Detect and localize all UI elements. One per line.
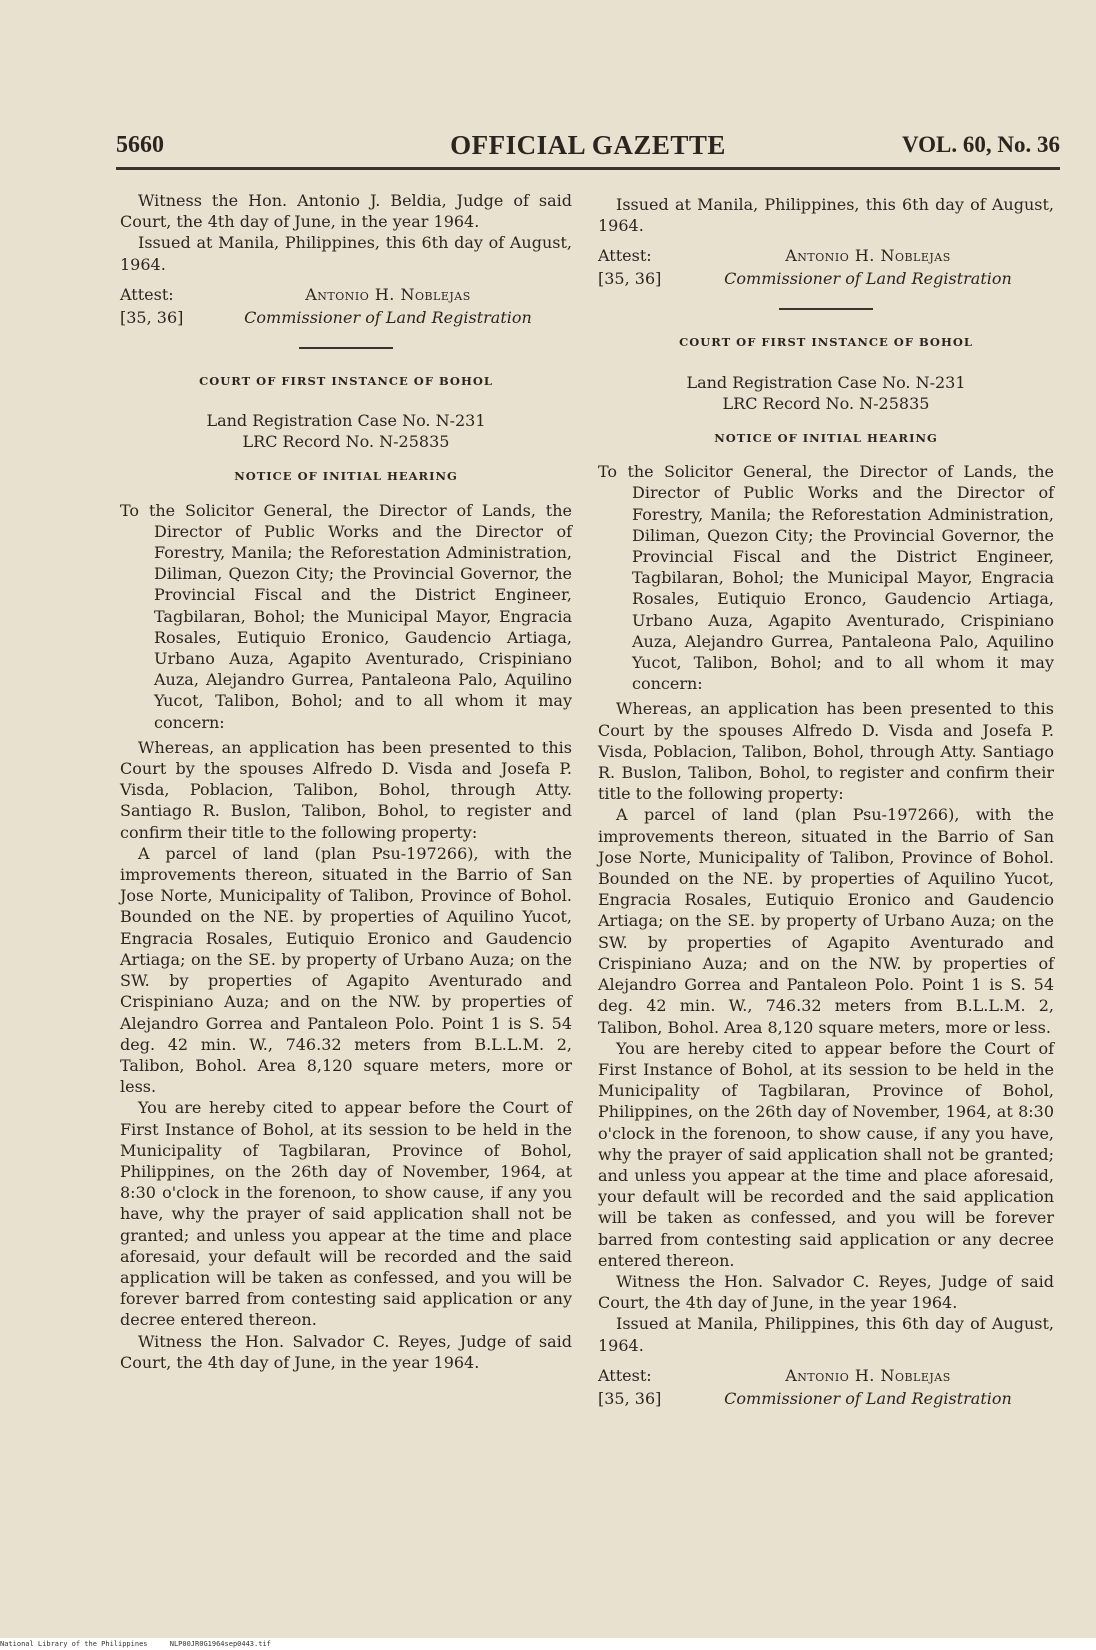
attest-title: Commissioner of Land Registration [724, 1388, 1012, 1408]
scan-footer [0, 1638, 1096, 1650]
attest-block-2 [598, 1364, 1054, 1387]
issued-paragraph: Issued at Manila, Philippines, this 6th day of August, 1964. [598, 195, 1054, 236]
whereas-paragraph: Whereas, an application has been presented to this Court by the spouses Alfredo D. Visda and Josefa P. Visda, Poblacion, Talibon, Bohol, through Atty. Santiago R. Buslon, Talibon, Bohol, to register and confirm their title to the following property: [120, 737, 572, 842]
notice-heading: NOTICE OF INITIAL HEARING [714, 431, 938, 446]
record-number: LRC Record No. N-25835 [242, 432, 450, 452]
cited-paragraph: You are hereby cited to appear before the Court of First Instance of Bohol, at its session to be held in the Municipality of Tagbilaran, Province of Bohol, Philippines, on the 26th day of November, 1964, at 8:30 o'clock in the forenoon, to show cause, if any you have, why the prayer of said application shall not be granted; and unless you appear at the time and place aforesaid, your default will be recorded and the said application will be taken as confessed, and you will be forever barred from contesting said application or any decree entered thereon. [120, 1098, 572, 1330]
attest-ref: [35, 36] [120, 307, 184, 327]
scan-filename: NLP00JR0G1964sep0443.tif [169, 1640, 271, 1648]
attest-title-row [598, 267, 1054, 290]
cited-paragraph: You are hereby cited to appear before the Court of First Instance of Bohol, at its session to be held in the Municipality of Tagbilaran, Province of Bohol, Philippines, on the 26th day of November, 1964, at 8:30 o'clock in the forenoon, to show cause, if any you have, why the prayer of said application shall not be granted; and unless you appear at the time and place aforesaid, your default will be recorded and the said application will be taken as confessed, and you will be forever barred from contesting said application or any decree entered thereon. [598, 1038, 1054, 1270]
attest-label: Attest: [598, 246, 652, 266]
court-heading: COURT OF FIRST INSTANCE OF BOHOL [199, 373, 493, 388]
attest-title-row [120, 306, 572, 329]
witness-paragraph: Witness the Hon. Salvador C. Reyes, Judge of said Court, the 4th day of June, in the year 1964. [598, 1271, 1054, 1313]
witness-paragraph: Witness the Hon. Antonio J. Beldia, Judge of said Court, the 4th day of June, in the year 1964. [120, 191, 572, 232]
left-column [120, 190, 572, 1373]
attest-title-row-2 [598, 1387, 1054, 1410]
attest-label: Attest: [598, 1365, 652, 1385]
right-column [598, 194, 1054, 1410]
publication-title: OFFICIAL GAZETTE [450, 130, 726, 160]
section-divider [779, 308, 873, 310]
witness-paragraph-2: Witness the Hon. Salvador C. Reyes, Judge of said Court, the 4th day of June, in the year 1964. [120, 1331, 572, 1372]
addressee-paragraph: To the Solicitor General, the Director of Lands, the Director of Public Works and the Director of Forestry, Manila; the Reforestation Administration, Diliman, Quezon City; the Provincial Governor, the Provincial Fiscal and the District Engineer, Tagbilaran, Bohol; the Municipal Mayor, Engracia Rosales, Eutiquio Eronico, Gaudencio Artiaga, Urbano Auza, Agapito Aventurado, Crispiniano Auza, Alejandro Gurrea, Pantaleona Palo, Aquilino Yucot, Talibon, Bohol; and to all whom it may concern: [120, 500, 572, 732]
addressee-paragraph: To the Solicitor General, the Director of Lands, the Director of Public Works and the Director of Forestry, Manila; the Reforestation Administration, Diliman, Quezon City; the Provincial Governor, the Provincial Fiscal and the District Engineer, Tagbilaran, Bohol; the Municipal Mayor, Engracia Rosales, Eutiquio Eronco, Gaudencio Artiaga, Urbano Auza, Agapito Aventurado, Crispiniano Auza, Alejandro Gurrea, Pantaleona Palo, Aquilino Yucot, Talibon, Bohol; and to all whom it may concern: [598, 462, 1054, 694]
attest-label: Attest: [120, 284, 174, 304]
section-divider [299, 347, 393, 349]
attest-ref: [35, 36] [598, 1388, 662, 1408]
parcel-paragraph: A parcel of land (plan Psu-197266), with the improvements thereon, situated in the Barrio of San Jose Norte, Municipality of Talibon, Province of Bohol. Bounded on the NE. by properties of Aquilino Yucot, Engracia Rosales, Eutiquio Eronico and Gaudencio Artiaga; on the SE. by property of Urbano Auza; on the SW. by properties of Agapito Aventurado and Crispiniano Auza; and on the NW. by properties of Alejandro Gorrea and Pantaleon Polo. Point 1 is S. 54 deg. 42 min. W., 746.32 meters from B.L.L.M. 2, Talibon, Bohol. Area 8,120 square meters, more or less. [598, 805, 1054, 1037]
attest-title: Commissioner of Land Registration [724, 269, 1012, 289]
attest-block [598, 244, 1054, 267]
issued-paragraph-2: Issued at Manila, Philippines, this 6th day of August, 1964. [598, 1314, 1054, 1355]
page-header [116, 128, 1060, 168]
case-number: Land Registration Case No. N-231 [206, 411, 486, 431]
notice-heading: NOTICE OF INITIAL HEARING [234, 469, 458, 484]
case-number: Land Registration Case No. N-231 [686, 372, 966, 392]
page-number: 5660 [116, 132, 164, 158]
library-credit: National Library of the Philippines [0, 1640, 148, 1648]
attest-name: Antonio H. Noblejas [305, 284, 471, 304]
header-rule [116, 167, 1060, 170]
parcel-paragraph: A parcel of land (plan Psu-197266), with the improvements thereon, situated in the Barrio of San Jose Norte, Municipality of Talibon, Province of Bohol. Bounded on the NE. by properties of Aquilino Yucot, Engracia Rosales, Eutiquio Eronico and Gaudencio Artiaga; on the SE. by property of Urbano Auza; on the SW. by properties of Agapito Aventurado and Crispiniano Auza; and on the NW. by properties of Alejandro Gorrea and Pantaleon Polo. Point 1 is S. 54 deg. 42 min. W., 746.32 meters from B.L.L.M. 2, Talibon, Bohol. Area 8,120 square meters, more or less. [120, 843, 572, 1097]
volume-number: VOL. 60, No. 36 [902, 132, 1060, 157]
attest-title: Commissioner of Land Registration [244, 307, 532, 327]
attest-ref: [35, 36] [598, 269, 662, 289]
issued-paragraph: Issued at Manila, Philippines, this 6th day of August, 1964. [120, 233, 572, 274]
attest-name: Antonio H. Noblejas [785, 1365, 951, 1385]
record-number: LRC Record No. N-25835 [722, 393, 930, 413]
whereas-paragraph: Whereas, an application has been presented to this Court by the spouses Alfredo D. Visda and Josefa P. Visda, Poblacion, Talibon, Bohol, through Atty. Santiago R. Buslon, Talibon, Bohol, to register and confirm their title to the following property: [598, 699, 1054, 804]
attest-name: Antonio H. Noblejas [785, 246, 951, 266]
attest-block [120, 283, 572, 306]
court-heading: COURT OF FIRST INSTANCE OF BOHOL [679, 335, 973, 350]
